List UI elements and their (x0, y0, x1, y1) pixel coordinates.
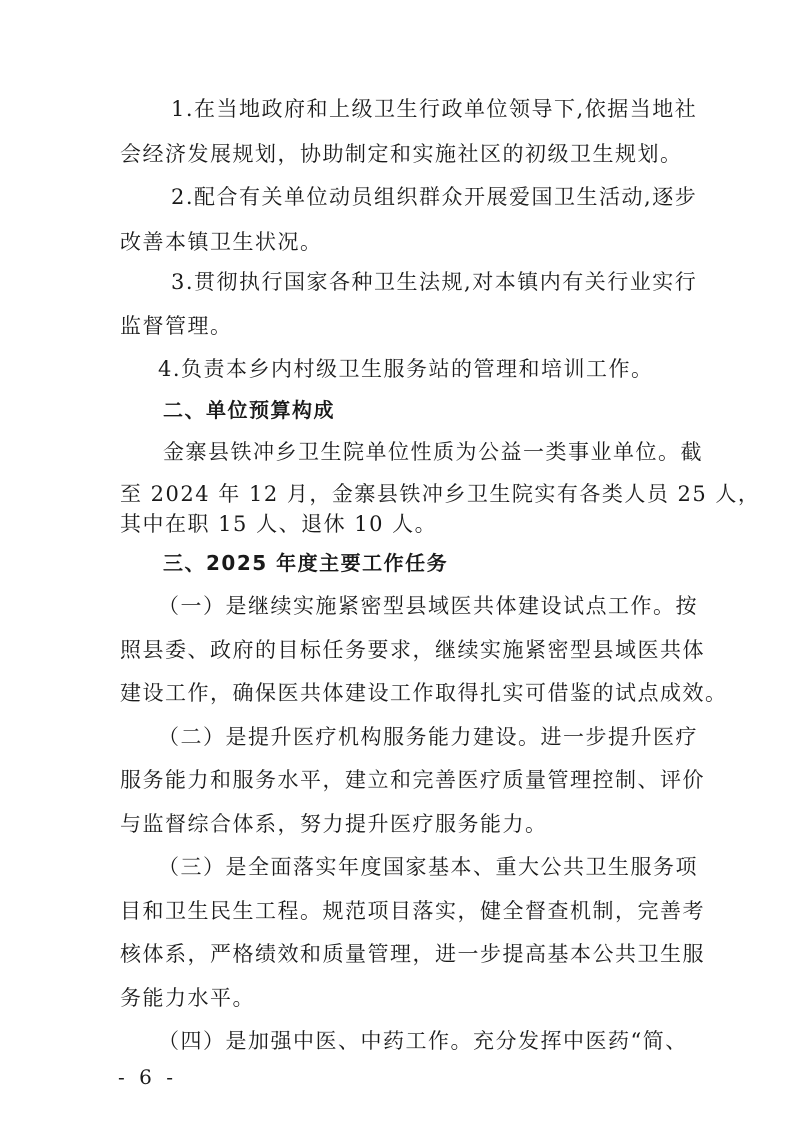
section-heading-tasks: 三、2025 年度主要工作任务 (163, 551, 449, 575)
budget-line-2: 至 2024 年 12 月，金寨县铁冲乡卫生院实有各类人员 25 人， (120, 482, 761, 506)
duty-4-line-1: 4.负责本乡内村级卫生服务站的管理和培训工作。 (158, 357, 654, 381)
budget-line-1: 金寨县铁冲乡卫生院单位性质为公益一类事业单位。截 (163, 440, 703, 464)
task-2-line-2: 服务能力和服务水平，建立和完善医疗质量管理控制、评价 (120, 768, 705, 792)
task-1-line-1: （一）是继续实施紧密型县域医共体建设试点工作。按 (158, 594, 698, 618)
duty-1-line-2: 会经济发展规划，协助制定和实施社区的初级卫生规划。 (120, 142, 683, 166)
task-3-line-2: 目和卫生民生工程。规范项目落实，健全督查机制，完善考 (120, 899, 705, 923)
task-1-line-3: 建设工作，确保医共体建设工作取得扎实可借鉴的试点成效。 (120, 681, 728, 705)
task-3-line-3: 核体系，严格绩效和质量管理，进一步提高基本公共卫生服 (120, 942, 705, 966)
task-3-line-1: （三）是全面落实年度国家基本、重大公共卫生服务项 (158, 855, 698, 879)
duty-3-line-1: 3.贯彻执行国家各种卫生法规,对本镇内有关行业实行 (171, 270, 698, 294)
page-number: - 6 - (118, 1065, 177, 1089)
duty-2-line-2: 改善本镇卫生状况。 (120, 230, 323, 254)
section-heading-budget: 二、单位预算构成 (163, 398, 335, 422)
duty-1-line-1: 1.在当地政府和上级卫生行政单位领导下,依据当地社 (171, 97, 698, 121)
task-2-line-3: 与监督综合体系，努力提升医疗服务能力。 (120, 812, 548, 836)
task-4-line-1: （四）是加强中医、中药工作。充分发挥中医药“简、 (158, 1029, 688, 1053)
task-2-line-1: （二）是提升医疗机构服务能力建设。进一步提升医疗 (158, 725, 698, 749)
budget-line-3: 其中在职 15 人、退休 10 人。 (120, 512, 438, 536)
duty-3-line-2: 监督管理。 (120, 314, 233, 338)
task-1-line-2: 照县委、政府的目标任务要求，继续实施紧密型县域医共体 (120, 638, 705, 662)
duty-2-line-1: 2.配合有关单位动员组织群众开展爱国卫生活动,逐步 (171, 185, 698, 209)
task-3-line-4: 务能力水平。 (120, 986, 255, 1010)
